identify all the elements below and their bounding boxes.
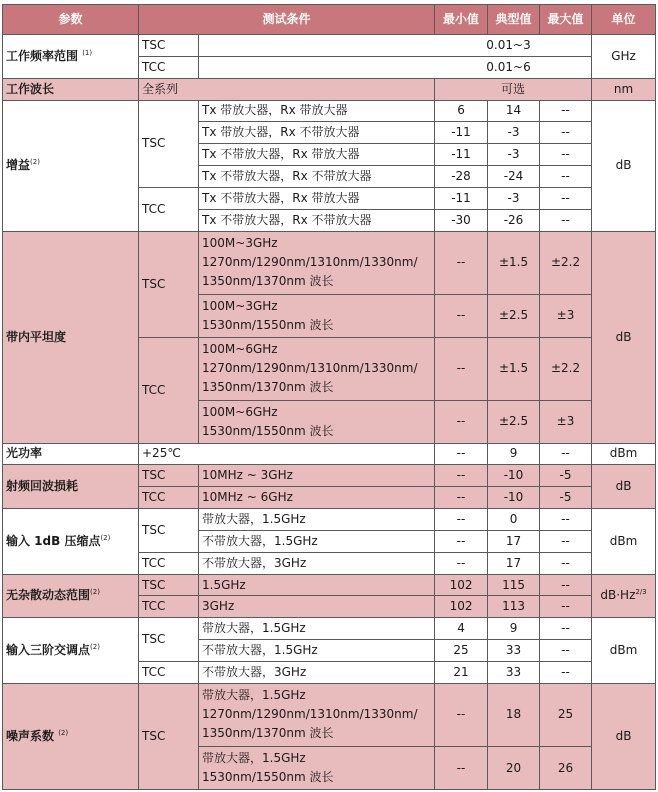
optical-power-cond: +25℃ [139, 443, 435, 465]
wavelength-cond: 全系列 [139, 78, 435, 100]
iip3-unit: dBm [592, 618, 656, 684]
freq-unit: GHz [592, 35, 656, 79]
gain-min: -11 [435, 187, 488, 209]
param-return-loss: 射频回波损耗 [3, 465, 139, 509]
gain-typ: -26 [488, 209, 540, 231]
param-wavelength: 工作波长 [3, 78, 139, 100]
flatness-unit: dB [592, 231, 656, 443]
optical-power-typ: 9 [488, 443, 540, 465]
gain-max: -- [540, 209, 592, 231]
optical-power-row [3, 443, 656, 465]
noise-typ: 20 [488, 747, 540, 790]
iip3-cond: 带放大器，1.5GHz [199, 618, 435, 640]
freq-row [3, 35, 656, 57]
iip3-min: 21 [435, 661, 488, 683]
p1db-mode-tcc: TCC [139, 552, 199, 574]
noise-cond: 带放大器，1.5GHz 1530nm/1550nm 波长 [199, 747, 435, 790]
wavelength-value: 可选 [435, 78, 592, 100]
flatness-cond: 100M~6GHz 1530nm/1550nm 波长 [199, 400, 435, 443]
header-unit: 单位 [592, 5, 656, 35]
header-min: 最小值 [435, 5, 488, 35]
flatness-mode-tsc: TSC [139, 231, 199, 337]
wavelength-unit: nm [592, 78, 656, 100]
p1db-min: -- [435, 552, 488, 574]
iip3-mode-tsc: TSC [139, 618, 199, 662]
p1db-min: -- [435, 509, 488, 531]
iip3-cond: 不带放大器，3GHz [199, 661, 435, 683]
gain-cond: Tx 不带放大器，Rx 不带放大器 [199, 166, 435, 188]
return-loss-cond: 10MHz ~ 6GHz [199, 487, 435, 509]
flatness-cond: 100M~3GHz 1530nm/1550nm 波长 [199, 294, 435, 337]
iip3-min: 25 [435, 640, 488, 662]
sfdr-mode: TCC [139, 596, 199, 618]
header-condition: 测试条件 [139, 5, 435, 35]
sfdr-typ: 113 [488, 596, 540, 618]
p1db-mode-tsc: TSC [139, 509, 199, 553]
optical-power-max: -- [540, 443, 592, 465]
gain-cond: Tx 不带放大器，Rx 带放大器 [199, 187, 435, 209]
flatness-max: ±3 [540, 400, 592, 443]
flatness-min: -- [435, 400, 488, 443]
gain-mode-tsc: TSC [139, 100, 199, 187]
sfdr-cond: 1.5GHz [199, 574, 435, 596]
return-loss-max: -5 [540, 487, 592, 509]
p1db-typ: 0 [488, 509, 540, 531]
gain-min: -28 [435, 166, 488, 188]
gain-min: 6 [435, 100, 488, 122]
flatness-row [3, 231, 656, 294]
spec-table [2, 4, 656, 790]
iip3-cond: 不带放大器，1.5GHz [199, 640, 435, 662]
gain-mode-tcc: TCC [139, 187, 199, 231]
optical-power-min: -- [435, 443, 488, 465]
gain-max: -- [540, 144, 592, 166]
p1db-cond: 不带放大器，3GHz [199, 552, 435, 574]
gain-typ: -24 [488, 166, 540, 188]
param-noise: 噪声系数 $^{(2)}$ [3, 683, 139, 789]
sfdr-min: 102 [435, 596, 488, 618]
noise-typ: 18 [488, 683, 540, 746]
sfdr-unit: $dB\cdot Hz^{2/3}$ [592, 574, 656, 618]
flatness-max: ±3 [540, 294, 592, 337]
sfdr-max: -- [540, 574, 592, 596]
sfdr-mode: TSC [139, 574, 199, 596]
flatness-min: -- [435, 231, 488, 294]
flatness-typ: ±1.5 [488, 231, 540, 294]
iip3-max: -- [540, 640, 592, 662]
return-loss-max: -5 [540, 465, 592, 487]
header-max: 最大值 [540, 5, 592, 35]
return-loss-mode: TCC [139, 487, 199, 509]
header-row [3, 5, 656, 35]
flatness-mode-tcc: TCC [139, 337, 199, 443]
gain-cond: Tx 不带放大器，Rx 不带放大器 [199, 209, 435, 231]
return-loss-mode: TSC [139, 465, 199, 487]
return-loss-row [3, 465, 656, 487]
gain-cond: Tx 带放大器，Rx 带放大器 [199, 100, 435, 122]
param-sfdr: 无杂散动态范围$^{(2)}$ [3, 574, 139, 618]
iip3-max: -- [540, 618, 592, 640]
return-loss-min: -- [435, 465, 488, 487]
flatness-typ: ±1.5 [488, 337, 540, 400]
gain-min: -11 [435, 122, 488, 144]
noise-max: 26 [540, 747, 592, 790]
p1db-unit: dBm [592, 509, 656, 575]
gain-typ: 14 [488, 100, 540, 122]
return-loss-typ: -10 [488, 487, 540, 509]
flatness-cond: 100M~6GHz 1270nm/1290nm/1310nm/1330nm/ 1350nm/1370nm 波长 [199, 337, 435, 400]
iip3-mode-tcc: TCC [139, 661, 199, 683]
noise-cond: 带放大器，1.5GHz 1270nm/1290nm/1310nm/1330nm/ 1350nm/1370nm 波长 [199, 683, 435, 746]
sfdr-min: 102 [435, 574, 488, 596]
noise-unit: dB [592, 683, 656, 789]
param-gain: 增益$^{(2)}$ [3, 100, 139, 231]
p1db-max: -- [540, 530, 592, 552]
freq-value-tsc: 0.01~3 [199, 35, 592, 57]
return-loss-unit: dB [592, 465, 656, 509]
flatness-max: ±2.2 [540, 337, 592, 400]
sfdr-cond: 3GHz [199, 596, 435, 618]
noise-row [3, 683, 656, 746]
p1db-typ: 17 [488, 552, 540, 574]
gain-row [3, 100, 656, 122]
param-optical-power: 光功率 [3, 443, 139, 465]
p1db-cond: 带放大器，1.5GHz [199, 509, 435, 531]
p1db-cond: 不带放大器，1.5GHz [199, 530, 435, 552]
gain-min: -11 [435, 144, 488, 166]
param-p1db: 输入 1dB 压缩点$^{(2)}$ [3, 509, 139, 575]
sfdr-max: -- [540, 596, 592, 618]
freq-mode-tcc: TCC [139, 56, 199, 78]
iip3-typ: 33 [488, 640, 540, 662]
iip3-typ: 9 [488, 618, 540, 640]
sfdr-typ: 115 [488, 574, 540, 596]
p1db-max: -- [540, 552, 592, 574]
return-loss-typ: -10 [488, 465, 540, 487]
flatness-typ: ±2.5 [488, 400, 540, 443]
gain-max: -- [540, 100, 592, 122]
gain-cond: Tx 带放大器，Rx 不带放大器 [199, 122, 435, 144]
header-typ: 典型值 [488, 5, 540, 35]
flatness-cond: 100M~3GHz 1270nm/1290nm/1310nm/1330nm/ 1350nm/1370nm 波长 [199, 231, 435, 294]
gain-unit: dB [592, 100, 656, 231]
noise-mode-tsc: TSC [139, 683, 199, 789]
p1db-typ: 17 [488, 530, 540, 552]
flatness-typ: ±2.5 [488, 294, 540, 337]
p1db-row [3, 509, 656, 531]
iip3-max: -- [540, 661, 592, 683]
header-param: 参数 [3, 5, 139, 35]
gain-cond: Tx 不带放大器，Rx 带放大器 [199, 144, 435, 166]
gain-typ: -3 [488, 187, 540, 209]
return-loss-cond: 10MHz ~ 3GHz [199, 465, 435, 487]
iip3-typ: 33 [488, 661, 540, 683]
param-freq: 工作频率范围 $^{(1)}$ [3, 35, 139, 79]
wavelength-row [3, 78, 656, 100]
noise-min: -- [435, 683, 488, 746]
sfdr-row [3, 574, 656, 596]
iip3-min: 4 [435, 618, 488, 640]
param-iip3: 输入三阶交调点$^{(2)}$ [3, 618, 139, 684]
freq-mode-tsc: TSC [139, 35, 199, 57]
gain-max: -- [540, 122, 592, 144]
flatness-min: -- [435, 337, 488, 400]
flatness-min: -- [435, 294, 488, 337]
freq-value-tcc: 0.01~6 [199, 56, 592, 78]
param-flatness: 带内平坦度 [3, 231, 139, 443]
gain-typ: -3 [488, 122, 540, 144]
gain-typ: -3 [488, 144, 540, 166]
p1db-min: -- [435, 530, 488, 552]
gain-max: -- [540, 166, 592, 188]
gain-min: -30 [435, 209, 488, 231]
p1db-max: -- [540, 509, 592, 531]
optical-power-unit: dBm [592, 443, 656, 465]
flatness-max: ±2.2 [540, 231, 592, 294]
return-loss-min: -- [435, 487, 488, 509]
gain-max: -- [540, 187, 592, 209]
iip3-row [3, 618, 656, 640]
noise-max: 25 [540, 683, 592, 746]
noise-min: -- [435, 747, 488, 790]
